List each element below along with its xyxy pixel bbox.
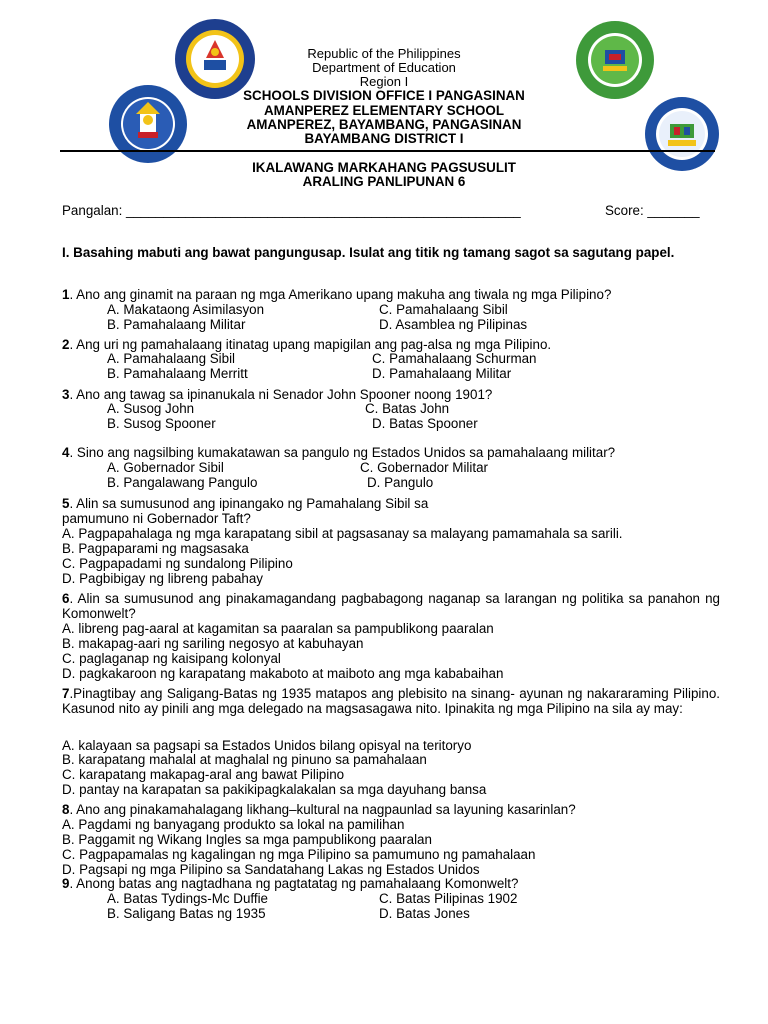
- question-2: [62, 337, 720, 352]
- question-text: . Ano ang ginamit na paraan ng mga Amerikano upang makuha ang tiwala ng mga Pilipino?: [69, 287, 612, 302]
- option-b: B. Pangalawang Pangulo: [107, 475, 258, 490]
- option-b: B. Pamahalaang Merritt: [107, 366, 248, 381]
- question-text: . Ano ang tawag sa ipinanukala ni Senador John Spooner noong 1901?: [69, 387, 493, 402]
- exam-subject: ARALING PANLIPUNAN 6: [302, 174, 466, 189]
- question-text: . Alin sa sumusunod ang pinakamagandang pagbabagong naganap sa larangan ng politika sa panahon ng Komonwelt?: [62, 591, 720, 621]
- header-divider: [60, 150, 715, 152]
- question-number: 6: [62, 591, 70, 606]
- option-c: C. paglaganap ng kaisipang kolonyal: [62, 651, 281, 666]
- option-d: D. Asamblea ng Pilipinas: [379, 317, 528, 332]
- question-text: . Alin sa sumusunod ang ipinangako ng Pamahalang Sibil sa: [69, 496, 429, 511]
- question-text: . Anong batas ang nagtadhana ng pagtatatag ng pamahalaang Komonwelt?: [69, 876, 519, 891]
- question-text: . Ano ang pinakamahalagang likhang–kultural na nagpaunlad sa layuning kasarinlan?: [69, 802, 576, 817]
- option-b: B. Paggamit ng Wikang Ingles sa mga pampublikong paaralan: [62, 832, 432, 847]
- header-school: AMANPEREZ ELEMENTARY SCHOOL: [263, 103, 505, 118]
- option-b: B. karapatang mahalal at maghalal ng pinuno sa pamahalaan: [62, 752, 427, 767]
- option-a: A. Makataong Asimilasyon: [107, 302, 265, 317]
- option-b: B. Susog Spooner: [107, 416, 216, 431]
- question-number: 4: [62, 445, 70, 460]
- name-field-label: Pangalan: _____________________________________________________: [62, 203, 521, 218]
- option-c: C. Pamahalaang Sibil: [379, 302, 508, 317]
- option-a: A. kalayaan sa pagsapi sa Estados Unidos bilang opisyal na teritoryo: [62, 738, 472, 753]
- question-text: . Sino ang nagsilbing kumakatawan sa pangulo ng Estados Unidos sa pamahalaang militar?: [69, 445, 616, 460]
- header-republic: Republic of the Philippines: [307, 46, 461, 61]
- option-d: D. Pamahalaang Militar: [372, 366, 512, 381]
- question-8: [62, 802, 720, 817]
- option-c: C. Pagpapamalas ng kagalingan ng mga Pilipino sa pamumuno ng pamahalaan: [62, 847, 536, 862]
- option-d: D. Pagsapi ng mga Pilipino sa Sandatahang Lakas ng Estados Unidos: [62, 862, 480, 877]
- question-text: .Pinagtibay ang Saligang-Batas ng 1935 matapos ang plebisito na sinang- ayunan ng nakararaming Pilipino. Kasunod nito ay pinili ang mga delegado na magsasagawa nito. Ipinakita ng mga Pilipino na sila ay may:: [62, 686, 720, 716]
- instructions: [62, 245, 720, 260]
- option-a: A. Gobernador Sibil: [107, 460, 224, 475]
- question-5: [62, 496, 720, 526]
- option-d: D. Pangulo: [367, 475, 434, 490]
- header-department: Department of Education: [312, 60, 456, 75]
- question-number: 7: [62, 686, 70, 701]
- question-1: [62, 287, 720, 302]
- option-d: D. Batas Jones: [379, 906, 470, 921]
- question-7: [62, 686, 720, 716]
- option-a: A. Pamahalaang Sibil: [107, 351, 236, 366]
- option-a: A. Pagdami ng banyagang produkto sa lokal na pamilihan: [62, 817, 405, 832]
- question-3: [62, 387, 720, 402]
- option-d: D. Batas Spooner: [372, 416, 478, 431]
- option-c: C. Pamahalaang Schurman: [372, 351, 537, 366]
- instructions-text: I. Basahing mabuti ang bawat pangungusap. Isulat ang titik ng tamang sagot sa sagutang papel.: [62, 245, 675, 260]
- header-district: BAYAMBANG DISTRICT I: [304, 131, 464, 146]
- question-number: 3: [62, 387, 70, 402]
- option-d: D. pagkakaroon ng karapatang makaboto at maiboto ang mga kababaihan: [62, 666, 504, 681]
- option-d: D. Pagbibigay ng libreng pabahay: [62, 571, 264, 586]
- question-number: 1: [62, 287, 70, 302]
- question-number: 9: [62, 876, 70, 891]
- question-4: [62, 445, 720, 460]
- option-c: C. Batas Pilipinas 1902: [379, 891, 518, 906]
- header-region: Region I: [359, 74, 409, 89]
- score-field-label: Score: _______: [605, 203, 700, 218]
- question-number: 2: [62, 337, 70, 352]
- option-c: C. Batas John: [365, 401, 450, 416]
- question-text: . Ang uri ng pamahalaang itinatag upang mapigilan ang pag-alsa ng mga Pilipino.: [69, 337, 552, 352]
- option-a: A. Batas Tydings-Mc Duffie: [107, 891, 269, 906]
- option-a: A. Susog John: [107, 401, 195, 416]
- question-number: 8: [62, 802, 70, 817]
- header-division: SCHOOLS DIVISION OFFICE I PANGASINAN: [243, 88, 525, 103]
- option-a: A. libreng pag-aaral at kagamitan sa paaralan sa pampublikong paaralan: [62, 621, 494, 636]
- option-c: C. Gobernador Militar: [360, 460, 489, 475]
- question-number: 5: [62, 496, 70, 511]
- option-b: B. Pagpaparami ng magsasaka: [62, 541, 249, 556]
- question-6: [62, 591, 720, 621]
- exam-title: IKALAWANG MARKAHANG PAGSUSULIT: [252, 160, 516, 175]
- option-a: A. Pagpapahalaga ng mga karapatang sibil at pagsasanay sa malayang pamamahala sa sarili.: [62, 526, 623, 541]
- question-9: [62, 876, 720, 891]
- question-text-continued: pamumuno ni Gobernador Taft?: [62, 511, 251, 526]
- option-b: B. makapag-aari ng sariling negosyo at kabuhayan: [62, 636, 364, 651]
- header-address: AMANPEREZ, BAYAMBANG, PANGASINAN: [246, 117, 522, 132]
- option-b: B. Saligang Batas ng 1935: [107, 906, 266, 921]
- option-c: C. karapatang makapag-aral ang bawat Pilipino: [62, 767, 345, 782]
- option-b: B. Pamahalaang Militar: [107, 317, 246, 332]
- option-d: D. pantay na karapatan sa pakikipagkalakalan sa mga dayuhang bansa: [62, 782, 487, 797]
- option-c: C. Pagpapadami ng sundalong Pilipino: [62, 556, 293, 571]
